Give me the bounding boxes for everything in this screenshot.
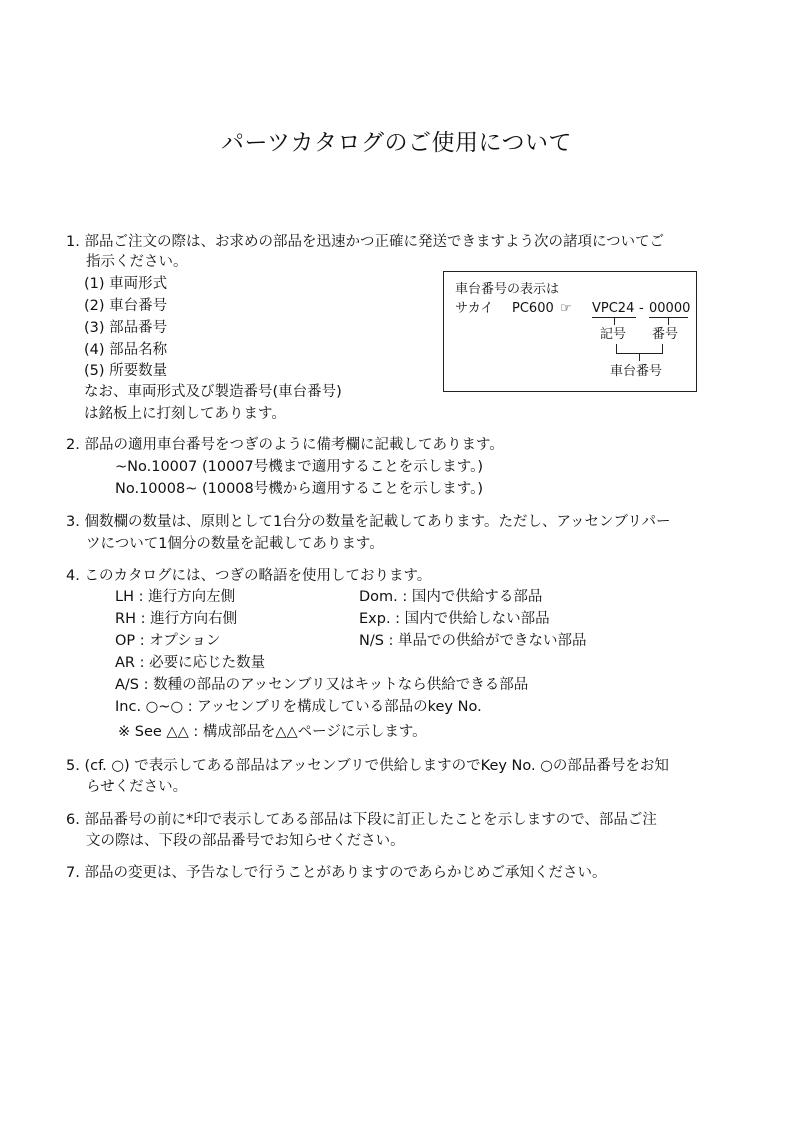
box-maker: サカイ	[455, 301, 494, 316]
section-3-line-2: ツについて1個分の数量を記載してあります。	[86, 536, 384, 552]
section-1-item: (4) 部品名称	[84, 342, 168, 358]
abbreviation-item: RH : 進行方向右側	[115, 611, 238, 627]
box-serial-label: 番号	[652, 327, 679, 342]
serial-tick	[668, 317, 669, 325]
section-5-line-1: 5. (cf. ○) で表示してある部品はアッセンブリで供給しますのでKey No. ○の部品番号をお知	[66, 758, 669, 774]
section-7-line-1: 7. 部品の変更は、予告なしで行うことがありますのであらかじめご承知ください。	[66, 865, 607, 881]
section-1-item: (5) 所要数量	[84, 363, 168, 379]
abbreviation-item: OP : オプション	[115, 633, 221, 649]
box-model: PC600	[512, 301, 554, 316]
pointing-hand-icon: ☞	[560, 301, 572, 316]
chassis-number-box	[443, 271, 697, 392]
section-1-note-2: は銘板上に打刻してあります。	[84, 406, 286, 422]
box-serial: 00000	[649, 301, 691, 316]
box-bottom-label: 車台番号	[610, 364, 663, 379]
box-code: VPC24	[592, 301, 635, 316]
box-heading: 車台番号の表示は	[455, 282, 560, 297]
section-6-line-2: 文の際は、下段の部品番号でお知らせください。	[86, 833, 405, 849]
code-tick	[614, 317, 615, 325]
section-1-note-1: なお、車両形式及び製造番号(車台番号)	[84, 384, 342, 400]
section-6-line-1: 6. 部品番号の前に*印で表示してある部品は下段に訂正したことを示しますので、部品ご注	[66, 812, 657, 828]
section-1-line-1: 1. 部品ご注文の際は、お求めの部品を迅速かつ正確に発送できますよう次の諸項についてご	[66, 234, 665, 250]
abbreviation-item: N/S : 単品での供給ができない部品	[359, 633, 587, 649]
bracket-left	[616, 344, 617, 353]
see-note: ※ See △△ : 構成部品を△△ページに示します。	[118, 724, 427, 740]
bracket-right	[662, 344, 663, 353]
abbreviation-item: LH : 進行方向左側	[115, 589, 236, 605]
section-1-item: (3) 部品番号	[84, 320, 168, 336]
section-2-line-1: 2. 部品の適用車台番号をつぎのように備考欄に記載してあります。	[66, 437, 504, 453]
section-1-line-2: 指示ください。	[86, 254, 188, 270]
section-2-example-1: ~No.10007 (10007号機まで適用することを示します。)	[115, 459, 483, 475]
page-title: パーツカタログのご使用について	[220, 130, 573, 156]
abbreviation-item: Inc. ○~○ : アッセンブリを構成している部品のkey No.	[115, 699, 482, 715]
abbreviation-item: Exp. : 国内で供給しない部品	[359, 611, 550, 627]
abbreviation-item: AR : 必要に応じた数量	[115, 655, 266, 671]
section-2-example-2: No.10008~ (10008号機から適用することを示します。)	[115, 481, 483, 497]
section-3-line-1: 3. 個数欄の数量は、原則として1台分の数量を記載してあります。ただし、アッセンブリパー	[66, 514, 671, 530]
box-dash: -	[639, 301, 644, 316]
section-1-item: (1) 車両形式	[84, 276, 168, 292]
section-4-line-1: 4. このカタログには、つぎの略語を使用しております。	[66, 568, 432, 584]
box-code-label: 記号	[600, 327, 627, 342]
section-5-line-2: らせください。	[86, 779, 188, 795]
abbreviation-item: A/S : 数種の部品のアッセンブリ又はキットなら供給できる部品	[115, 677, 529, 693]
abbreviation-item: Dom. : 国内で供給する部品	[359, 589, 543, 605]
bracket-stem	[639, 353, 640, 361]
section-1-item: (2) 車台番号	[84, 298, 168, 314]
